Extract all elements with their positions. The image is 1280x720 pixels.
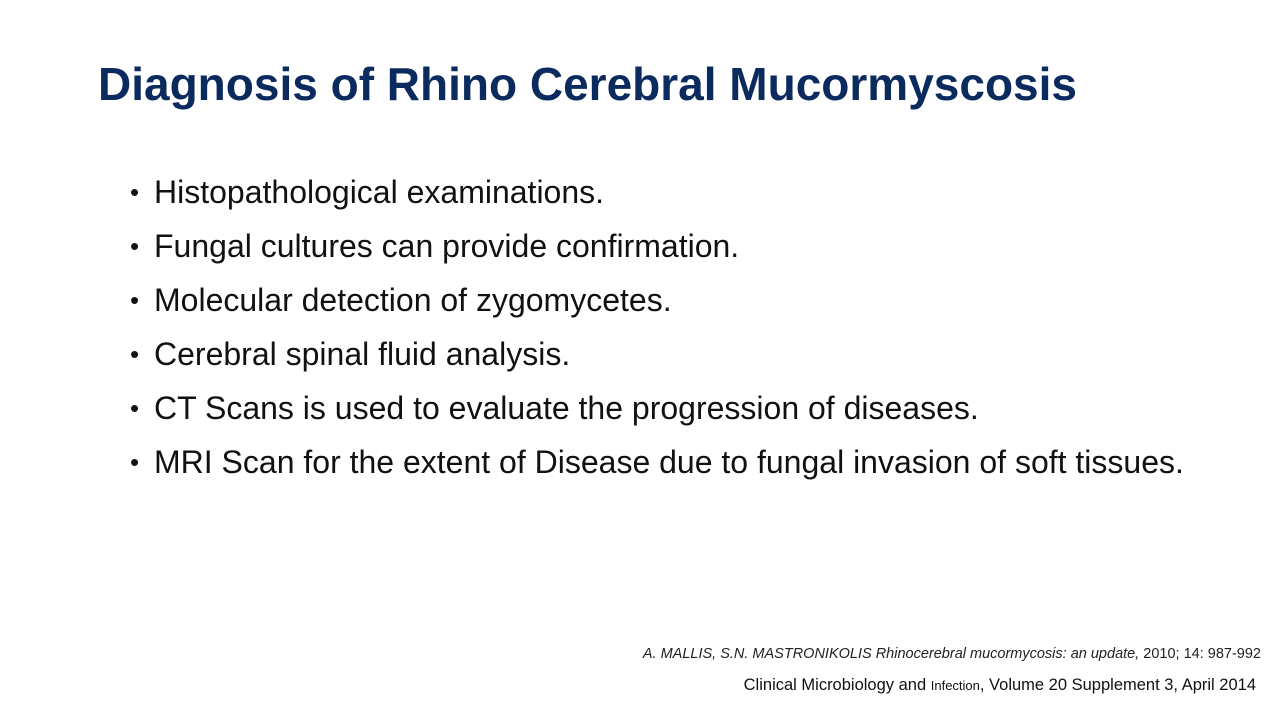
journal-volume: , Volume 20 Supplement 3, April 2014 — [979, 676, 1256, 694]
bullet-item — [130, 172, 1190, 213]
bullet-text: MRI Scan for the extent of Disease due to fungal invasion of soft tissues. — [154, 444, 1184, 480]
bullet-item — [130, 226, 1190, 267]
bullet-text: CT Scans is used to evaluate the progression of diseases. — [154, 390, 979, 426]
reference-citation — [643, 643, 1261, 665]
bullet-item — [130, 388, 1190, 429]
bullet-dot-icon: • — [130, 393, 140, 423]
bullet-text: Cerebral spinal fluid analysis. — [154, 336, 571, 372]
bullet-dot-icon: • — [130, 339, 140, 369]
slide-title: Diagnosis of Rhino Cerebral Mucormyscosis — [98, 58, 1078, 110]
bullet-dot-icon: • — [130, 285, 140, 315]
journal-citation — [744, 673, 1256, 698]
bullet-text: Molecular detection of zygomycetes. — [154, 282, 672, 318]
journal-name-part1: Clinical Microbiology and — [743, 676, 931, 694]
reference-authors-title: A. MALLIS, S.N. MASTRONIKOLIS Rhinocerebral mucormycosis: an update, — [642, 646, 1140, 662]
bullet-text: Histopathological examinations. — [154, 174, 605, 210]
bullet-dot-icon: • — [130, 177, 140, 207]
bullet-item — [130, 442, 1190, 483]
bullet-item — [130, 334, 1190, 375]
bullet-text: Fungal cultures can provide confirmation. — [154, 228, 740, 264]
bullet-list — [130, 172, 1190, 496]
bullet-dot-icon: • — [130, 447, 140, 477]
reference-details: 2010; 14: 987-992 — [1139, 646, 1261, 662]
bullet-item — [130, 280, 1190, 321]
bullet-dot-icon: • — [130, 231, 140, 261]
journal-name-part2: Infection — [930, 678, 980, 693]
